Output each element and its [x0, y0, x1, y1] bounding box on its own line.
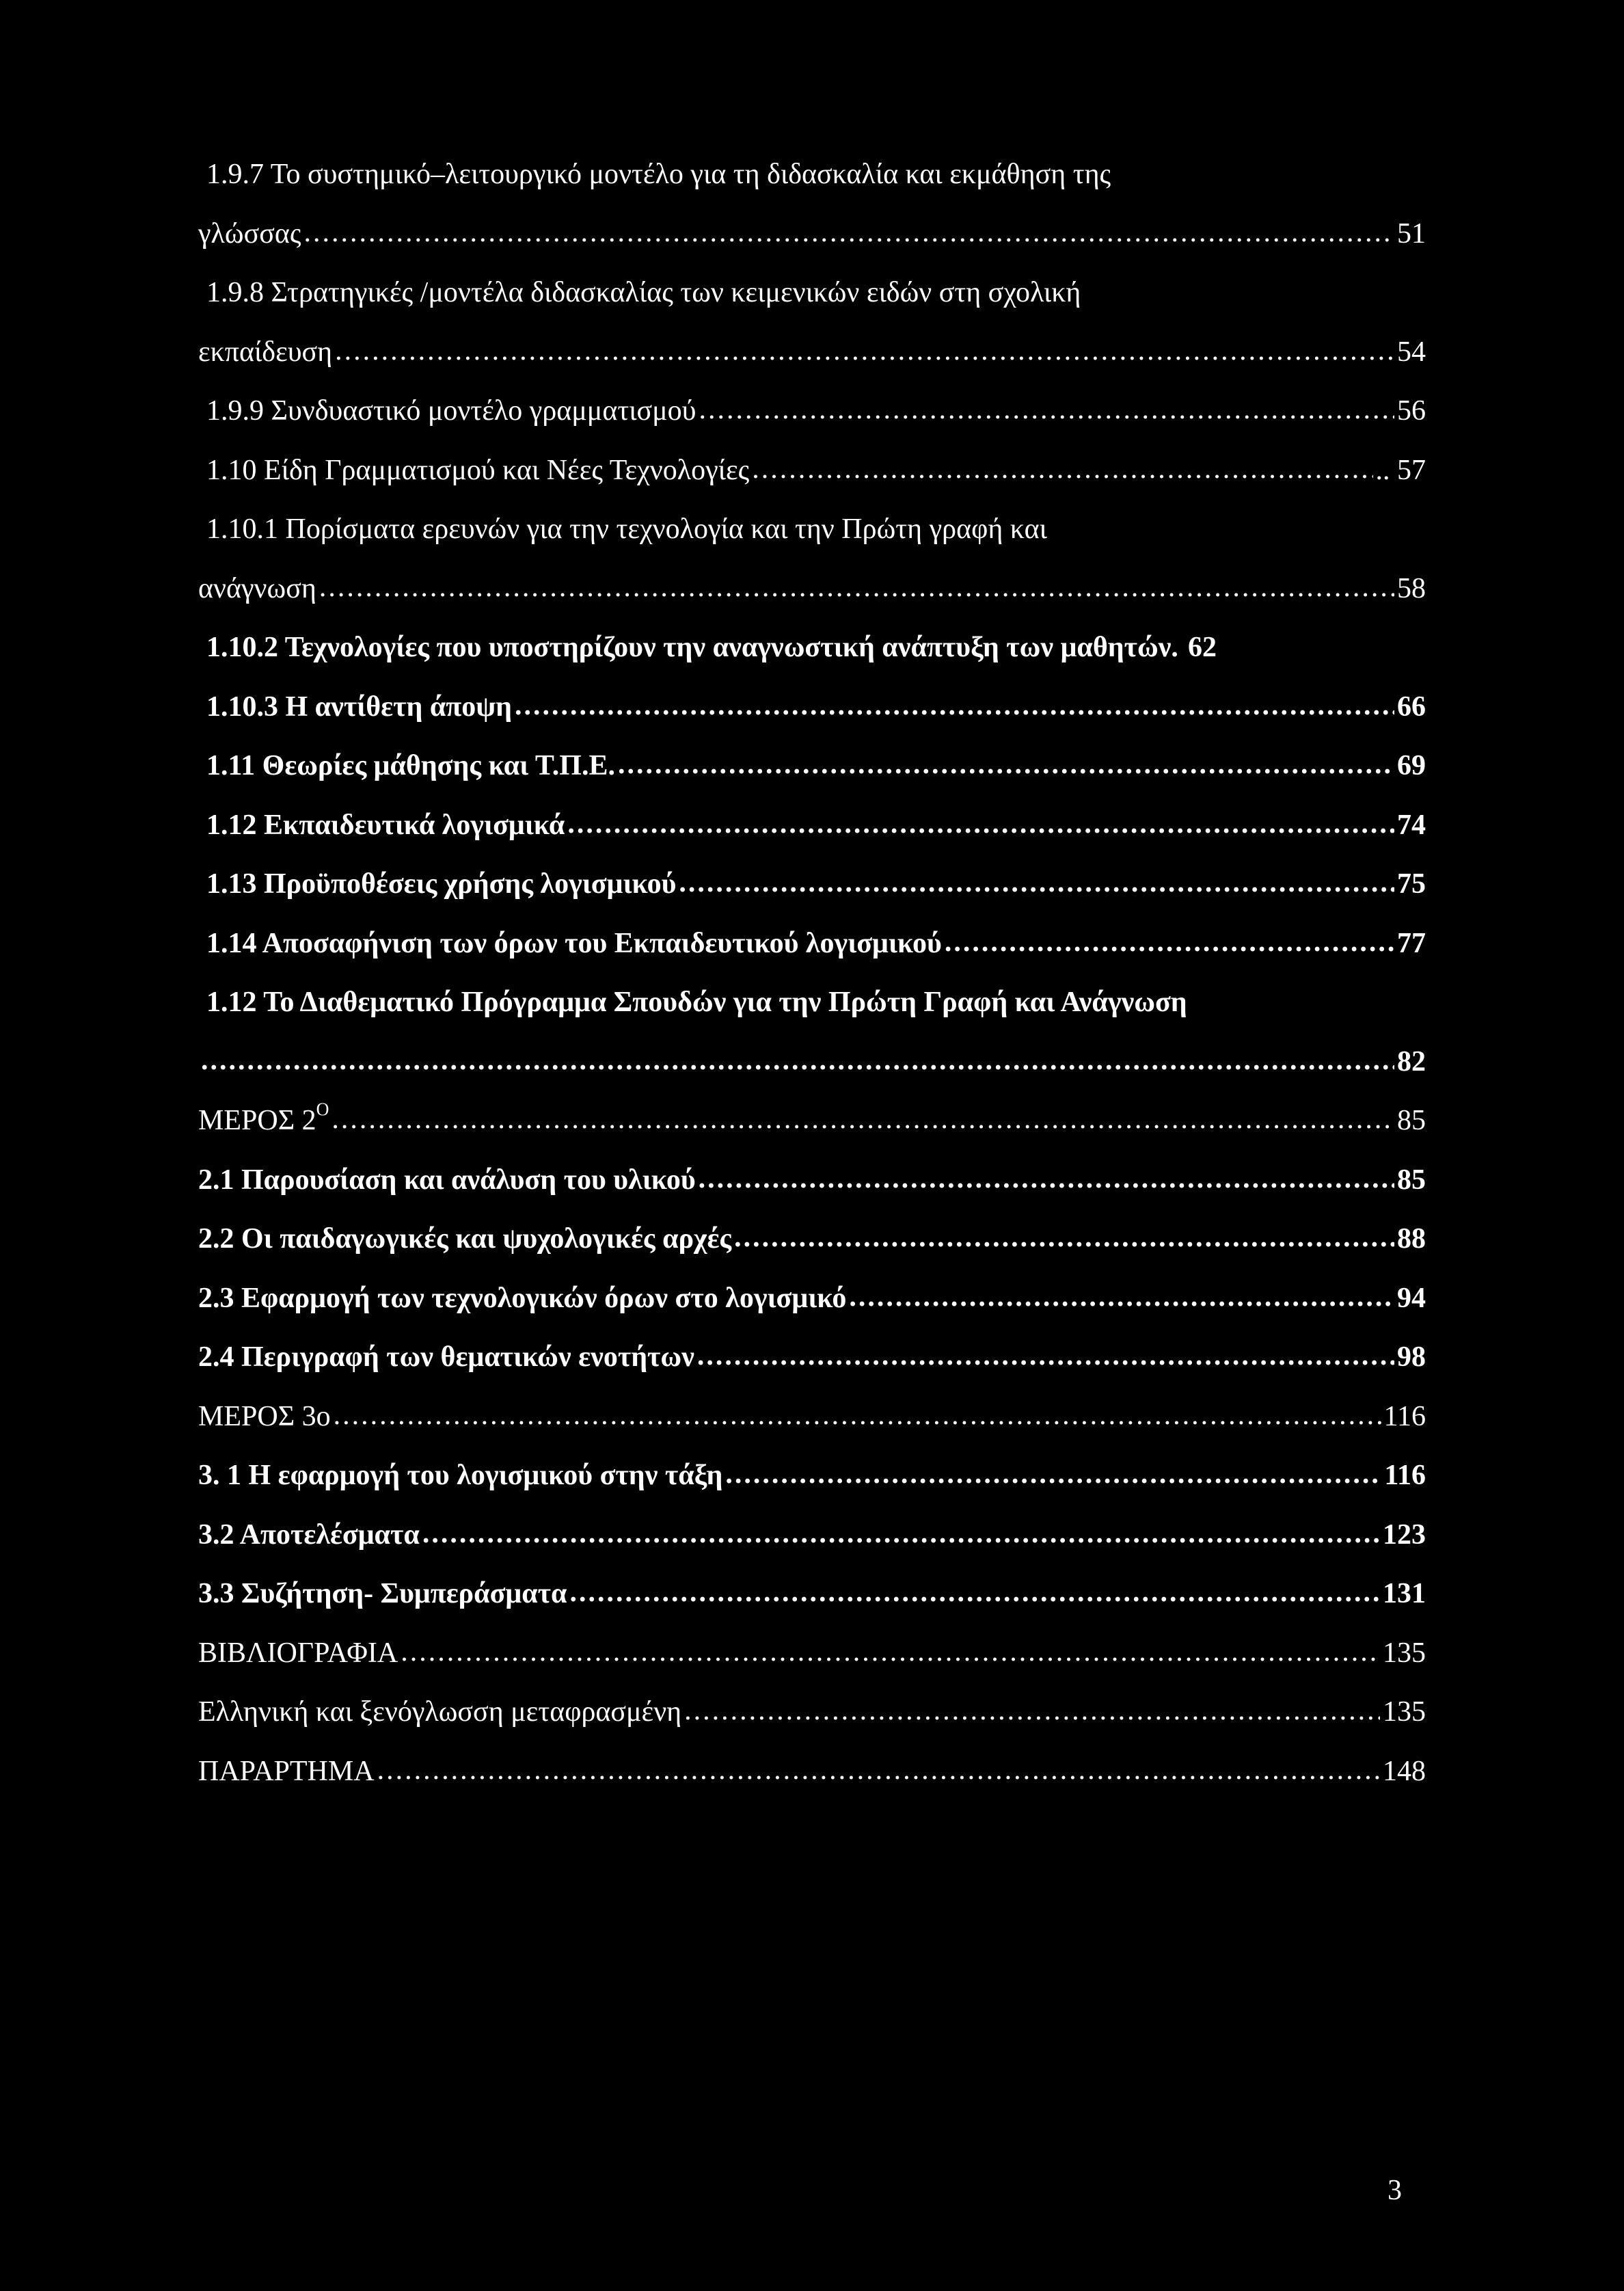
- toc-entry-title-text: 2.4 Περιγραφή των θεματικών ενοτήτων: [198, 1341, 694, 1373]
- dot-leader: [304, 203, 1395, 263]
- toc-entry-title: [206, 381, 696, 441]
- dot-leader: [567, 794, 1394, 854]
- toc-entry-title: [198, 559, 316, 619]
- toc-entry[interactable]: [198, 1269, 1426, 1328]
- toc-entry[interactable]: [198, 323, 1426, 382]
- toc-entry-title-text: εκπαίδευση: [198, 336, 333, 368]
- toc-entry[interactable]: [198, 1151, 1426, 1210]
- toc-entry-title: [198, 1209, 731, 1269]
- toc-entry-title-text: 1.13 Προϋποθέσεις χρήσης λογισμικού: [206, 868, 677, 900]
- toc-entry-title-text: 1.11 Θεωρίες μάθησης και Τ.Π.Ε.: [206, 750, 615, 781]
- toc-entry-heading: 1.9.8 Στρατηγικές /μοντέλα διδασκαλίας των κειμενικών ειδών στη σχολική: [206, 277, 1081, 308]
- toc-entry-page-number: 62: [1187, 632, 1217, 663]
- toc-entry-title-text: 1.10.2 Τεχνολογίες που υποστηρίζουν την αναγνωστική ανάπτυξη των μαθητών.: [206, 632, 1178, 663]
- toc-entry-title-text: 3.2 Αποτελέσματα: [198, 1518, 420, 1551]
- toc-entry[interactable]: [198, 914, 1426, 974]
- toc-entry-title: [198, 1387, 331, 1447]
- toc-entry-page-number: 82: [1397, 1045, 1426, 1077]
- toc-entry-page-number: 135: [1383, 1637, 1426, 1669]
- toc-entry[interactable]: [198, 855, 1426, 914]
- toc-entry-page-number: 123: [1383, 1518, 1426, 1551]
- toc-entry-page-number: 148: [1383, 1755, 1426, 1787]
- toc-entry-title-text: 3. 1 Η εφαρμογή του λογισμικού στην τάξη: [198, 1460, 723, 1491]
- toc-entry-title: [198, 1151, 696, 1210]
- toc-entry[interactable]: [198, 441, 1426, 500]
- toc-entry-page-number: 56: [1397, 395, 1426, 427]
- toc-entry-page-number: 51: [1397, 217, 1426, 250]
- toc-entry-page-number: 135: [1383, 1696, 1426, 1728]
- toc-entry[interactable]: [198, 1505, 1426, 1565]
- toc-entry-page-number: .. 57: [1375, 454, 1426, 486]
- toc-entry-title: [198, 1624, 398, 1683]
- toc-entry-title: [198, 1505, 420, 1565]
- toc-entry-heading: 1.10.1 Πορίσματα ερευνών για την τεχνολογία και την Πρώτη γραφή και: [206, 513, 1047, 545]
- dot-leader: [679, 853, 1394, 913]
- toc-entry-title-text: 1.14 Αποσαφήνιση των όρων του Εκπαιδευτικού λογισμικού: [206, 927, 942, 959]
- dot-leader: [401, 1622, 1380, 1682]
- toc-entry[interactable]: [198, 204, 1426, 264]
- superscript: Ο: [316, 1099, 329, 1119]
- toc-entry[interactable]: [198, 1742, 1426, 1801]
- toc-entry[interactable]: [198, 1683, 1426, 1742]
- toc-entry-title-text: 1.9.9 Συνδυαστικό μοντέλο γραμματισμού: [206, 395, 696, 427]
- toc-entry[interactable]: [198, 1091, 1426, 1151]
- dot-leader: [335, 321, 1394, 381]
- toc-entry-heading: 1.9.7 Το συστημικό–λειτουργικό μοντέλο για τη διδασκαλία και εκμάθηση της: [206, 159, 1111, 190]
- toc-entry-title-text: 2.1 Παρουσίαση και ανάλυση του υλικού: [198, 1164, 696, 1196]
- toc-entry-page-number: 85: [1397, 1105, 1426, 1136]
- dot-leader: [618, 735, 1394, 794]
- toc-entry[interactable]: [198, 1032, 1426, 1092]
- toc-entry-title: [206, 618, 1178, 678]
- dot-leader: [945, 913, 1394, 972]
- toc-entry-page-number: 85: [1397, 1164, 1426, 1196]
- toc-entry-title-text: ΜΕΡΟΣ 2: [198, 1105, 316, 1136]
- toc-entry-page-number: 74: [1397, 809, 1426, 841]
- toc-entry-page-number: 77: [1397, 927, 1426, 959]
- toc-entry[interactable]: [198, 559, 1426, 619]
- toc-entry[interactable]: [198, 381, 1426, 441]
- toc-entry-page-number: 98: [1397, 1341, 1426, 1373]
- dot-leader: [734, 1208, 1394, 1268]
- toc-entry-title: [206, 736, 615, 796]
- toc-entry-title-text: 1.10.3 Η αντίθετη άποψη: [206, 691, 513, 723]
- toc-entry-title: [206, 441, 749, 500]
- page-number: 3: [1388, 2175, 1402, 2206]
- toc-entry-title-text: ανάγνωση: [198, 572, 316, 604]
- dot-leader: [319, 558, 1394, 617]
- toc-entry-title-text: 1.10 Είδη Γραμματισμού και Νέες Τεχνολογίες: [206, 454, 750, 486]
- toc-entry-title: [198, 1328, 694, 1387]
- toc-entry-title-text: ΒΙΒΛΙΟΓΡΑΦΙΑ: [198, 1637, 398, 1669]
- dot-leader: [201, 1031, 1394, 1090]
- dot-leader: [515, 676, 1394, 736]
- toc-entry-title: [198, 1742, 375, 1801]
- toc-entry[interactable]: [198, 796, 1426, 855]
- toc-entry[interactable]: [198, 1209, 1426, 1269]
- dot-leader: [684, 1681, 1380, 1741]
- dot-leader: [377, 1741, 1380, 1800]
- toc-entry-page-number: 131: [1383, 1578, 1426, 1609]
- dot-leader: [849, 1268, 1394, 1327]
- toc-entry-title: [198, 323, 332, 382]
- toc-entry[interactable]: [198, 1387, 1426, 1447]
- toc-entry-title-text: ΜΕΡΟΣ 3ο: [198, 1400, 331, 1432]
- toc-entry-title-text: 2.3 Εφαρμογή των τεχνολογικών όρων στο λογισμικό: [198, 1282, 847, 1314]
- toc-entry-title-text: 3.3 Συζήτηση- Συμπεράσματα: [198, 1578, 567, 1609]
- toc-entry-title: [198, 1564, 567, 1624]
- toc-entry[interactable]: [198, 618, 1426, 678]
- toc-entry-page-number: 58: [1397, 572, 1426, 604]
- toc-entry-title: [206, 914, 942, 974]
- dot-leader: [422, 1504, 1380, 1564]
- toc-entry-page-number: 54: [1397, 336, 1426, 368]
- toc-entry-title-text: Ελληνική και ξενόγλωσση μεταφρασμένη: [198, 1696, 682, 1728]
- toc-entry[interactable]: [198, 678, 1426, 737]
- toc-entry-page-number: 88: [1397, 1223, 1426, 1255]
- toc-entry-page-number: 69: [1397, 750, 1426, 781]
- toc-entry-title-text: ΠΑΡΑΡΤΗΜΑ: [198, 1755, 375, 1787]
- toc-entry-page-number: 66: [1397, 691, 1426, 723]
- dot-leader: [725, 1445, 1381, 1504]
- toc-entry-title: [206, 678, 512, 737]
- toc-entry[interactable]: [198, 1328, 1426, 1387]
- toc-entry-heading: 1.12 Το Διαθεματικό Πρόγραμμα Σπουδών για την Πρώτη Γραφή και Ανάγνωση: [206, 987, 1187, 1018]
- toc-entry-title: [198, 1446, 722, 1505]
- dot-leader: [699, 1149, 1394, 1209]
- toc-entry-page-number: 94: [1397, 1282, 1426, 1314]
- toc-entry-title-text: γλώσσας: [198, 217, 301, 250]
- dot-leader: [752, 440, 1372, 499]
- toc-entry[interactable]: [198, 1624, 1426, 1683]
- toc-entry[interactable]: [198, 736, 1426, 796]
- toc-entry-title-text: 1.12 Εκπαιδευτικά λογισμικά: [206, 809, 565, 841]
- toc-entry-page-number: 75: [1397, 868, 1426, 900]
- toc-entry-title: [206, 855, 676, 914]
- dot-leader: [697, 1326, 1394, 1386]
- toc-entry-title: [198, 1683, 681, 1742]
- toc-entry-page-number: 116: [1383, 1400, 1426, 1432]
- table-of-contents: [198, 145, 1426, 1801]
- dot-leader: [699, 380, 1394, 440]
- toc-entry-page-number: 116: [1384, 1460, 1426, 1491]
- dot-leader: [334, 1386, 1381, 1445]
- toc-entry-title-text: 2.2 Οι παιδαγωγικές και ψυχολογικές αρχές: [198, 1223, 732, 1255]
- dot-leader: [331, 1090, 1394, 1149]
- toc-entry-title: [206, 796, 565, 855]
- toc-entry-title: [198, 204, 301, 264]
- toc-entry[interactable]: [198, 1564, 1426, 1624]
- toc-entry[interactable]: [198, 1446, 1426, 1505]
- toc-entry-title: [198, 1269, 846, 1328]
- toc-entry-title: [198, 1091, 329, 1151]
- dot-leader: [569, 1563, 1380, 1622]
